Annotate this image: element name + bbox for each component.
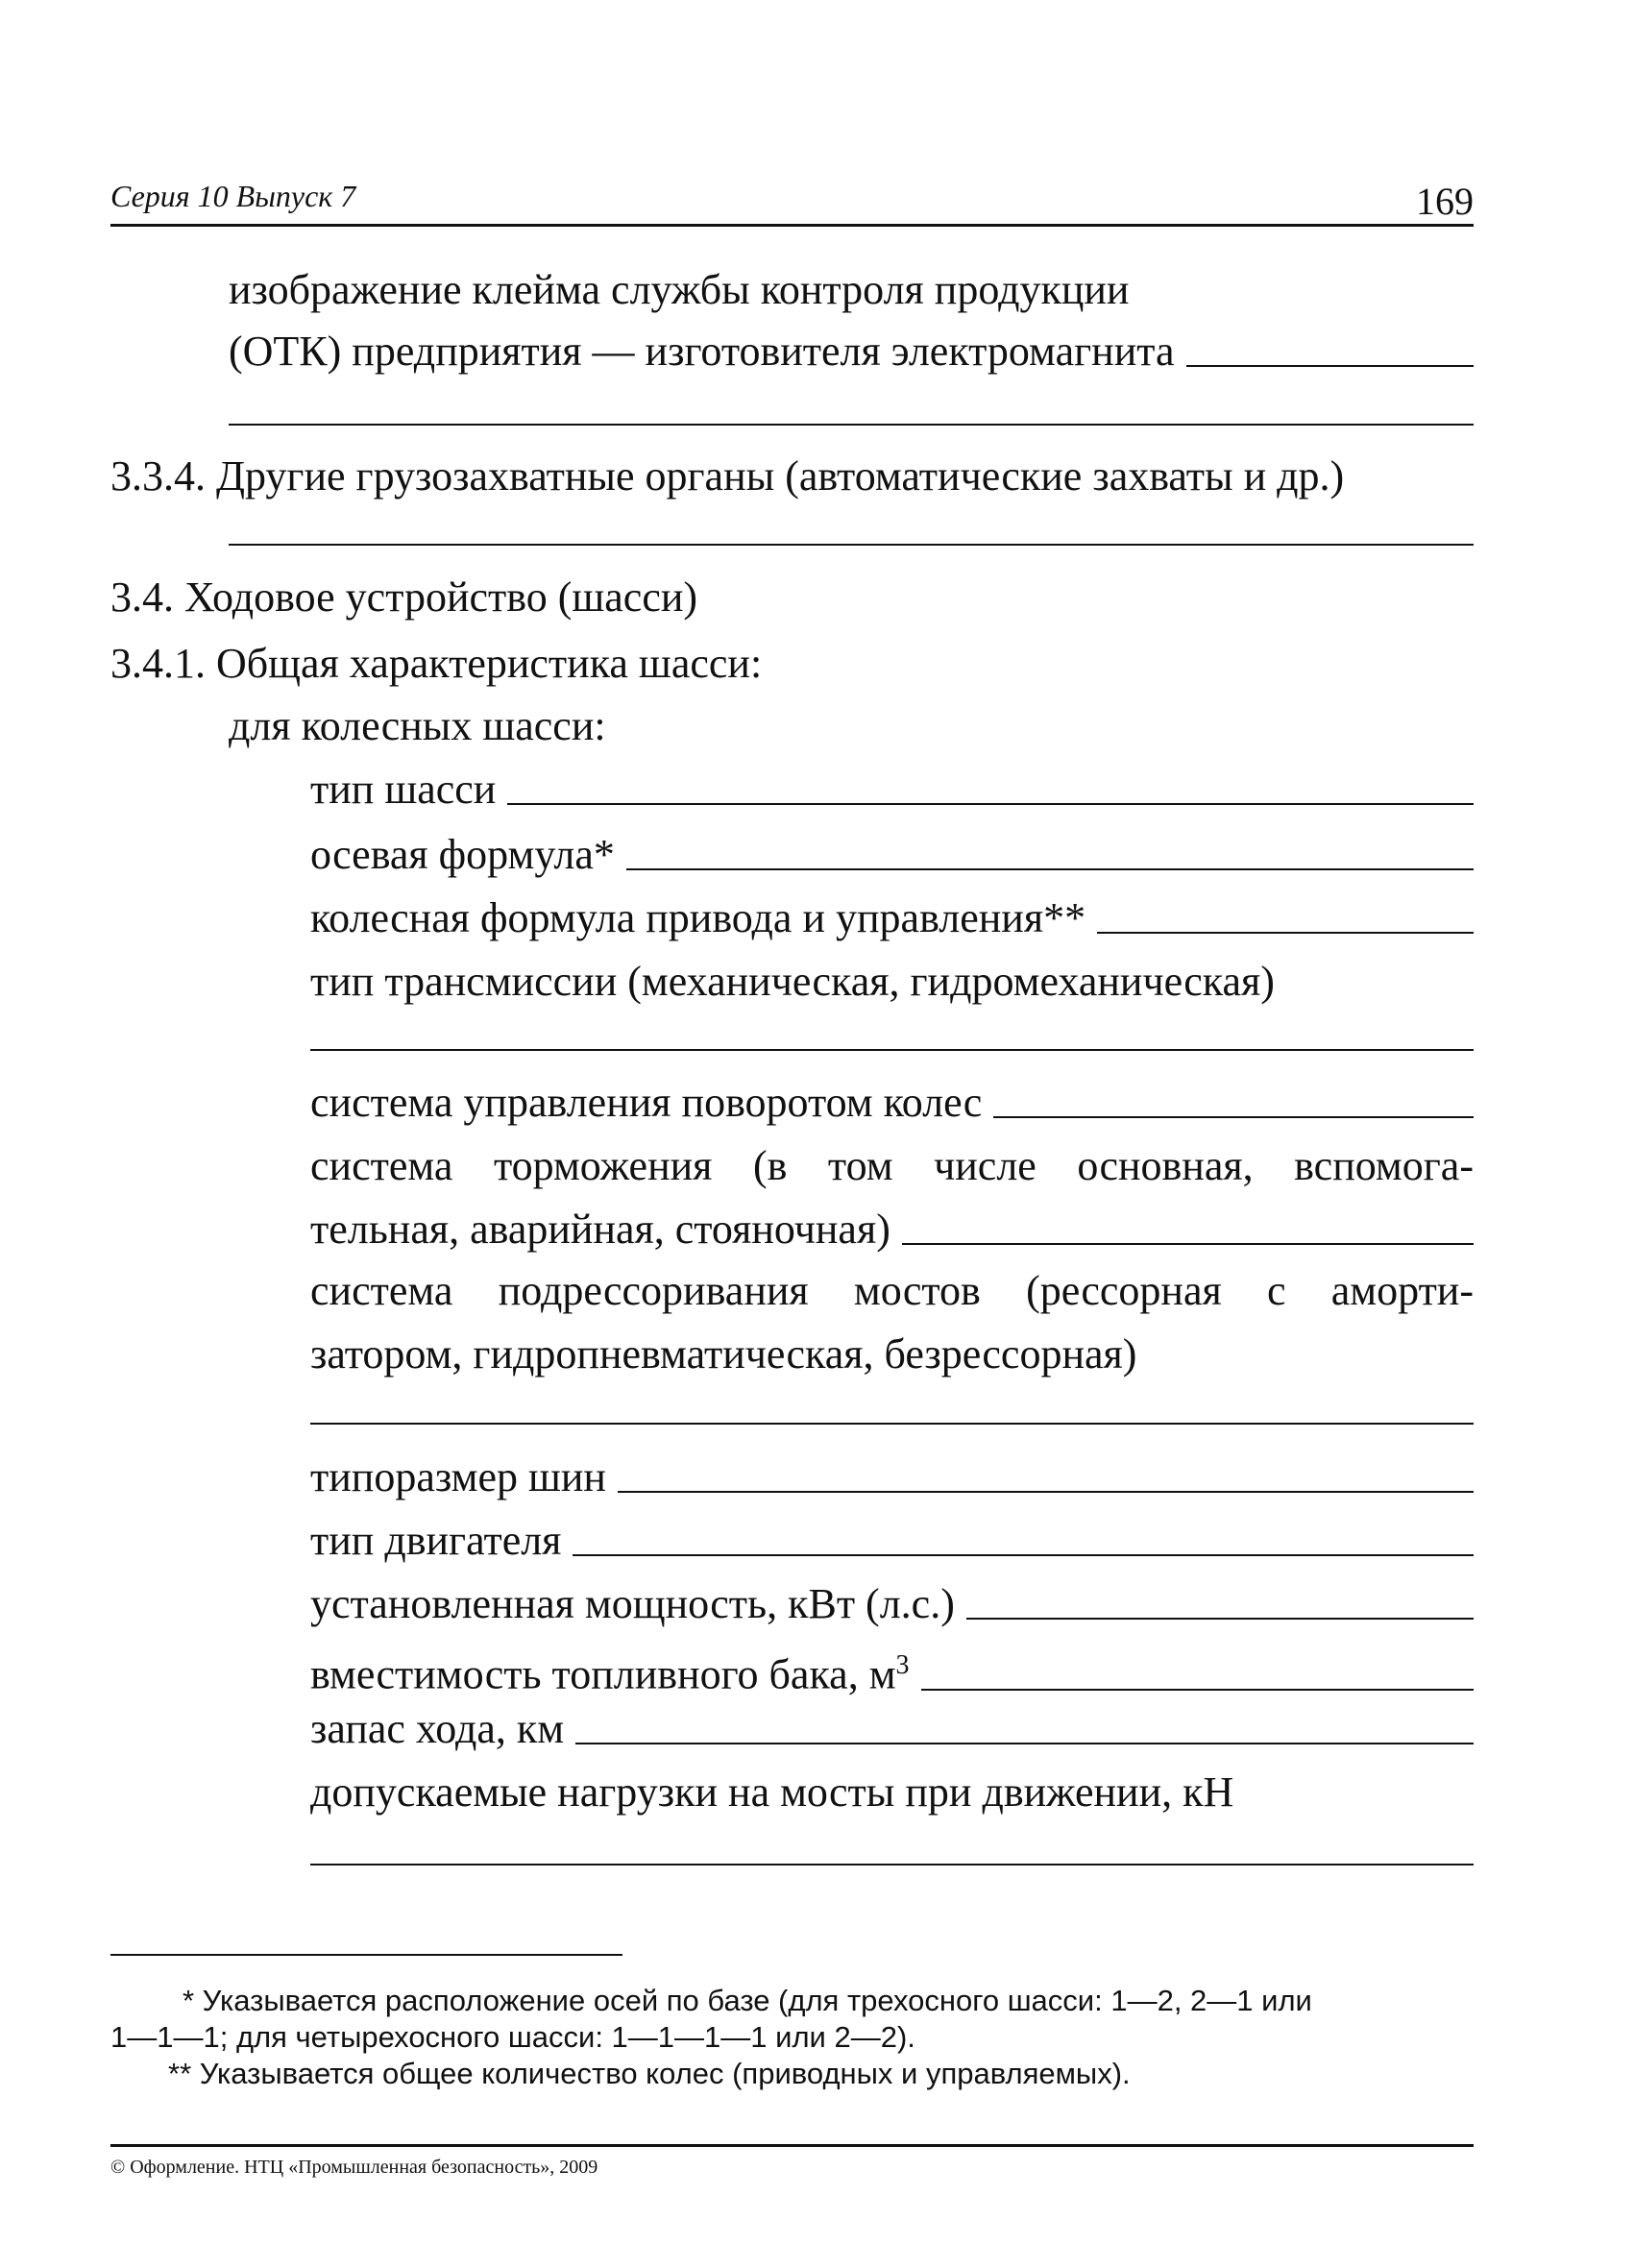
field-label: тип шасси (310, 766, 497, 813)
blank-line[interactable] (229, 424, 1474, 426)
field-label: установленная мощность, кВт (л.с.) (310, 1580, 955, 1627)
blank-line[interactable] (310, 1423, 1474, 1425)
text-line-with-blank (310, 1452, 1474, 1502)
field-label: тельная, аварийная, стояночная) (310, 1206, 890, 1253)
field-label: система управления поворотом колес (310, 1079, 983, 1126)
text-line-with-blank (310, 765, 1474, 815)
blank-field[interactable] (966, 1618, 1474, 1620)
blank-line[interactable] (310, 1864, 1474, 1866)
blank-field[interactable] (902, 1243, 1474, 1245)
blank-line[interactable] (229, 544, 1474, 546)
text-line-with-blank (310, 1516, 1474, 1566)
footer-divider (110, 2144, 1474, 2147)
blank-field[interactable] (626, 868, 1474, 870)
field-label: осевая формула* (310, 831, 615, 878)
blank-field[interactable] (1186, 365, 1474, 367)
footnote: ** Указывается общее количество колес (приводных и управляемых). (168, 2057, 1131, 2090)
blank-field[interactable] (921, 1689, 1474, 1691)
section-heading: 3.3.4. Другие грузозахватные органы (автоматические захваты и др.) (110, 452, 1345, 500)
field-label: (ОТК) предприятия — изготовителя электромагнита (229, 328, 1175, 375)
footnote-continued: 1—1—1; для четырехосного шасси: 1—1—1—1 или 2—2). (110, 2020, 915, 2054)
field-label (310, 1641, 910, 1700)
text-line-with-blank (310, 893, 1474, 943)
text-line-with-blank (229, 327, 1474, 377)
text-line: тип трансмиссии (механическая, гидромеханическая) (310, 958, 1275, 1005)
field-label: тип двигателя (310, 1517, 562, 1564)
text-line: изображение клейма службы контроля продукции (229, 266, 1130, 313)
page-number: 169 (1416, 180, 1474, 223)
text-line: затором, гидропневматическая, безрессорная) (310, 1330, 1137, 1378)
blank-field[interactable] (618, 1491, 1474, 1493)
text-line-with-blank (310, 1704, 1474, 1754)
section-heading: 3.4.1. Общая характеристика шасси: (110, 640, 763, 687)
text-line-with-blank (310, 830, 1474, 880)
blank-field[interactable] (1097, 932, 1474, 934)
field-label-text: вместимость топливного бака, м (310, 1650, 896, 1698)
copyright-notice: © Оформление. НТЦ «Промышленная безопасность», 2009 (110, 2157, 598, 2178)
text-line: система подрессоривания мостов (рессорная с аморти- (310, 1267, 1474, 1314)
superscript: 3 (895, 1650, 910, 1680)
field-label: колесная формула привода и управления** (310, 894, 1086, 941)
text-line-with-blank (310, 1641, 1474, 1700)
subheading: для колесных шасси: (229, 702, 606, 749)
section-heading: 3.4. Ходовое устройство (шасси) (110, 573, 698, 621)
header-divider (110, 224, 1474, 227)
field-label: типоразмер шин (310, 1453, 606, 1500)
text-line-with-blank (310, 1579, 1474, 1629)
field-label: запас хода, км (310, 1705, 565, 1752)
blank-field[interactable] (993, 1116, 1474, 1118)
blank-line[interactable] (310, 1049, 1474, 1051)
blank-field[interactable] (507, 803, 1474, 805)
text-line: система торможения (в том числе основная, вспомога- (310, 1142, 1474, 1189)
footnote: * Указывается расположение осей по базе (для трехосного шасси: 1—2, 2—1 или (183, 1984, 1312, 2017)
text-line-with-blank (310, 1078, 1474, 1128)
blank-field[interactable] (575, 1743, 1474, 1744)
text-line: допускаемые нагрузки на мосты при движении, кН (310, 1768, 1234, 1816)
footnote-divider (110, 1954, 622, 1956)
series-label: Серия 10 Выпуск 7 (110, 179, 356, 213)
blank-field[interactable] (573, 1554, 1474, 1556)
text-line-with-blank (310, 1205, 1474, 1255)
